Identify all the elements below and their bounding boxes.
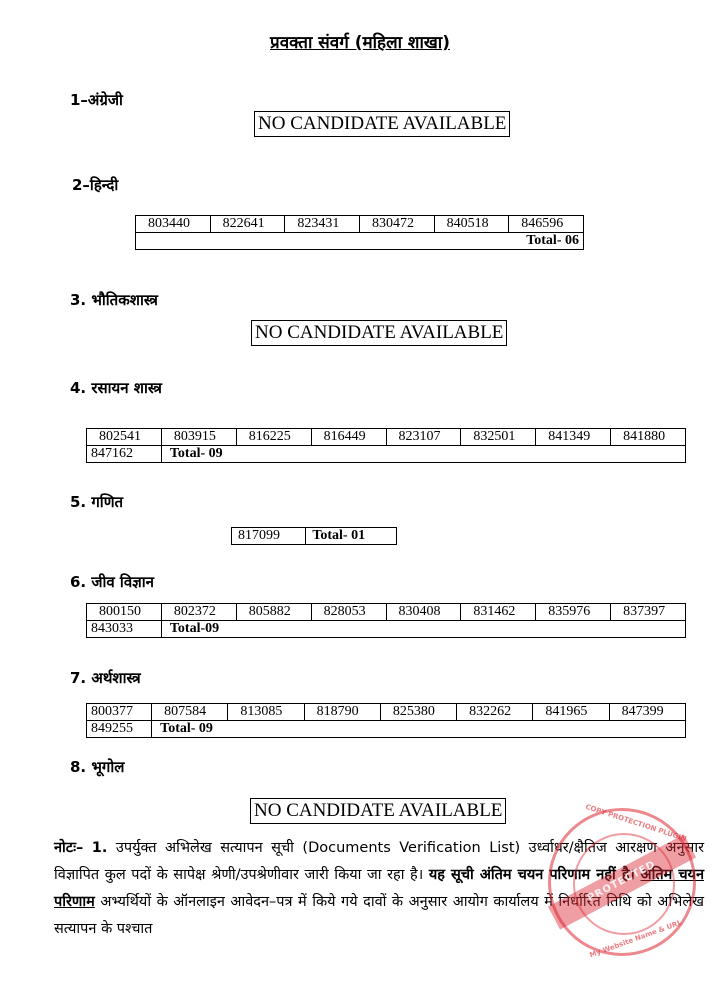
no-candidate-geography: NO CANDIDATE AVAILABLE <box>250 798 506 824</box>
roll-cell: 823431 <box>285 216 360 233</box>
table-row <box>87 721 686 738</box>
roll-cell: 800150 <box>87 604 162 621</box>
heading-biology: 6. जीव विज्ञान <box>70 573 154 591</box>
economics-roll-table <box>86 703 686 738</box>
heading-maths: 5. गणित <box>70 493 124 511</box>
table-row <box>136 233 584 250</box>
roll-cell: 847162 <box>87 446 162 463</box>
heading-physics: 3. भौतिकशास्त्र <box>70 291 158 309</box>
roll-cell: 837397 <box>611 604 686 621</box>
copy-protection-stamp <box>548 802 696 960</box>
heading-hindi: 2–हिन्दी <box>72 176 119 194</box>
total-cell: Total- 09 <box>152 721 686 738</box>
table-row <box>87 446 686 463</box>
roll-cell: 840518 <box>434 216 509 233</box>
roll-cell: 802372 <box>161 604 236 621</box>
heading-economics: 7. अर्थशास्त्र <box>70 669 141 687</box>
total-cell: Total- 01 <box>306 528 397 545</box>
roll-cell: 805882 <box>236 604 311 621</box>
roll-cell: 800377 <box>87 704 152 721</box>
stamp-top-text: COPY PROTECTION PLUGIN <box>584 802 688 844</box>
no-candidate-english: NO CANDIDATE AVAILABLE <box>254 111 510 137</box>
total-cell: Total- 09 <box>161 446 685 463</box>
table-row <box>87 604 686 621</box>
note-number: 1. <box>91 840 108 856</box>
roll-cell: 816225 <box>236 429 311 446</box>
table-row <box>87 429 686 446</box>
roll-cell: 818790 <box>304 704 380 721</box>
roll-cell: 841880 <box>611 429 686 446</box>
roll-cell: 830408 <box>386 604 461 621</box>
roll-cell: 803440 <box>136 216 211 233</box>
table-row <box>87 704 686 721</box>
roll-cell: 817099 <box>232 528 306 545</box>
note-bold-2: अंतिम चयन परिणाम <box>54 867 705 910</box>
roll-cell: 822641 <box>210 216 285 233</box>
heading-geography: 8. भूगोल <box>70 758 125 776</box>
note-label: नोटः– <box>54 840 84 856</box>
hindi-roll-table <box>135 215 584 250</box>
roll-cell: 835976 <box>536 604 611 621</box>
roll-cell: 846596 <box>509 216 584 233</box>
roll-cell: 841349 <box>536 429 611 446</box>
roll-cell: 849255 <box>87 721 152 738</box>
roll-cell: 843033 <box>87 621 162 638</box>
roll-cell: 828053 <box>311 604 386 621</box>
roll-cell: 823107 <box>386 429 461 446</box>
roll-cell: 832501 <box>461 429 536 446</box>
roll-cell: 847399 <box>609 704 685 721</box>
roll-cell: 803915 <box>161 429 236 446</box>
note-text-2: अभ्यर्थियों के ऑनलाइन आवेदन–पत्र में किये गये दावों के अनुसार आयोग कार्यालय में निर्धारित तिथि को अभिलेख सत्यापन के पश्चात <box>54 894 705 937</box>
roll-cell: 816449 <box>311 429 386 446</box>
note-text-1: उपर्युक्त अभिलेख सत्यापन सूची (Documents Verification List) उर्ध्वाधर/क्षैतिज आरक्षण अनुसार विज्ञापित कुल पदों के सापेक्ष श्रेणी/उपश्रेणीवार जारी किया जा रहा है। <box>54 840 705 883</box>
roll-cell: 807584 <box>152 704 228 721</box>
table-row <box>87 621 686 638</box>
roll-cell: 841965 <box>533 704 609 721</box>
heading-chemistry: 4. रसायन शास्त्र <box>70 379 162 397</box>
roll-cell: 832262 <box>457 704 533 721</box>
roll-cell: 830472 <box>359 216 434 233</box>
heading-english: 1–अंग्रेजी <box>70 91 123 109</box>
chemistry-roll-table <box>86 428 686 463</box>
table-row <box>232 528 397 545</box>
stamp-bottom-text: My Website Name & URL <box>588 918 683 960</box>
maths-roll-table <box>231 527 397 545</box>
roll-cell: 825380 <box>380 704 456 721</box>
note-bold-1: यह सूची अंतिम चयन परिणाम नहीं है। <box>428 867 635 883</box>
page-title: प्रवक्ता संवर्ग (महिला शाखा) <box>270 33 450 53</box>
roll-cell: 813085 <box>228 704 304 721</box>
total-cell: Total-09 <box>161 621 685 638</box>
roll-cell: 802541 <box>87 429 162 446</box>
table-row <box>136 216 584 233</box>
biology-roll-table <box>86 603 686 638</box>
no-candidate-physics: NO CANDIDATE AVAILABLE <box>251 320 507 346</box>
roll-cell: 831462 <box>461 604 536 621</box>
stamp-band: PROTECTED <box>548 834 696 929</box>
total-cell: Total- 06 <box>136 233 584 250</box>
